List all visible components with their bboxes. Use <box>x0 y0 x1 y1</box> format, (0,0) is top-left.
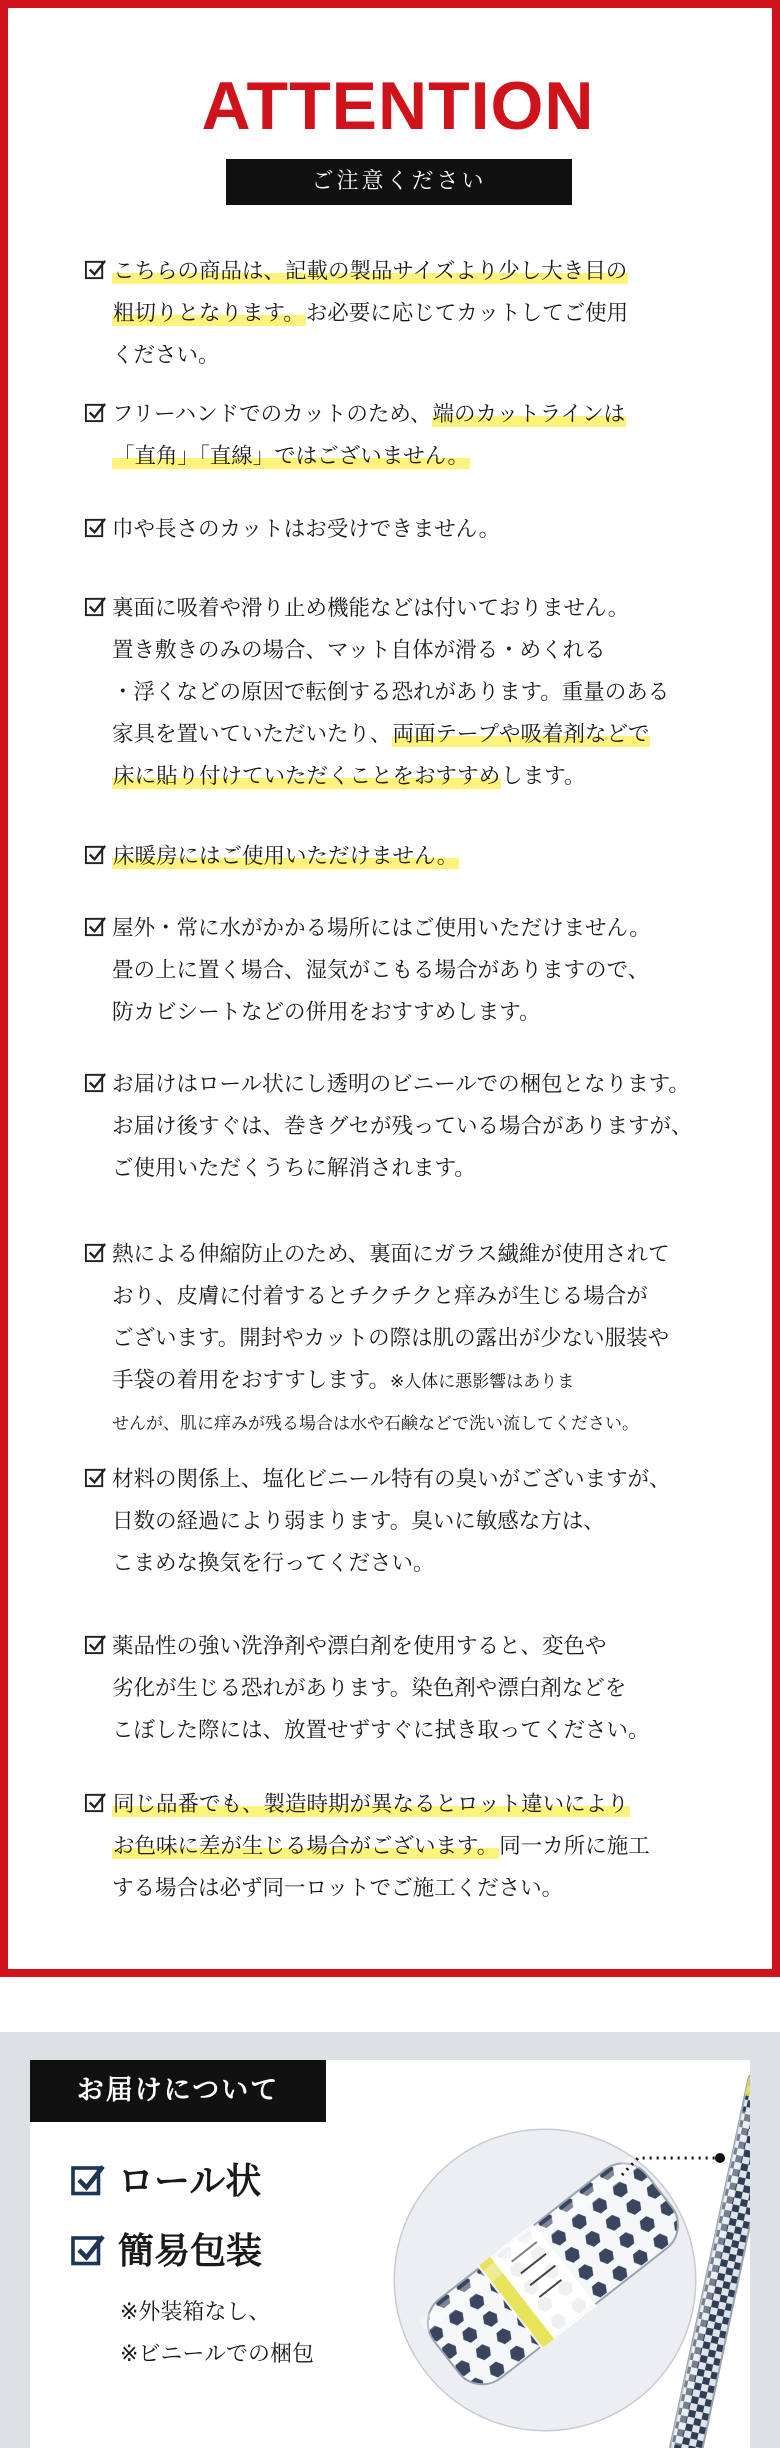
checkbox-icon <box>84 1071 107 1094</box>
notice-item-chemicals: 薬品性の強い洗浄剤や漂白剤を使用すると、変色や 劣化が生じる恐れがあります。染色剤や漂白剤などを こぼした際には、放置せずすぐに拭き取ってください。 <box>84 1626 764 1752</box>
delivery-panel <box>30 2060 750 2448</box>
feature-simple-packaging: 簡易包装 <box>70 2230 262 2274</box>
notice-item-roll-packing: お届けはロール状にし透明のビニールでの梱包となります。 お届け後すぐは、巻きグセが残っている場合がありますが、 ご使用いただくうちに解消されます。 <box>84 1064 764 1190</box>
notice-item-backing: 裏面に吸着や滑り止め機能などは付いておりません。 置き敷きのみの場合、マット自体が滑る・めくれる ・浮くなどの原因で転倒する恐れがあります。重量のある 家具を置いていただいたり、両面テープや吸着剤などで 床に貼り付けていただくことをおすすめします。 <box>84 588 764 798</box>
subtitle-banner: ご注意ください <box>226 159 572 205</box>
feature-roll: ロール状 <box>70 2160 261 2204</box>
note-no-outer-box: ※外装箱なし、 <box>120 2300 271 2325</box>
checkbox-icon <box>84 843 107 866</box>
notice-item-lot: 同じ品番でも、製造時期が異なるとロット違いにより お色味に差が生じる場合がございます。同一カ所に施工 する場合は必ず同一ロットでご施工ください。 <box>84 1784 764 1910</box>
product-roll-image <box>390 2070 750 2448</box>
notice-item-glass-fiber: 熱による伸縮防止のため、裏面にガラス繊維が使用されて おり、皮膚に付着するとチクチクと痒みが生じる場合が ございます。開封やカットの際は肌の露出が少ない服装や 手袋の着用をおすすします。※人体に悪影響はありま せんが、肌に痒みが残る場合は水や石鹸などで洗い流してください。 <box>84 1234 764 1445</box>
notice-item-outdoor: 屋外・常に水がかかる場所にはご使用いただけません。 畳の上に置く場合、湿気がこもる場合がありますので、 防カビシートなどの併用をおすすめします。 <box>84 908 764 1034</box>
checkbox-icon <box>84 401 107 424</box>
checkbox-icon <box>84 1633 107 1656</box>
checkbox-icon <box>84 258 107 281</box>
notice-item-floor-heating: 床暖房にはご使用いただけません。 <box>84 836 764 878</box>
checkbox-icon <box>84 595 107 618</box>
delivery-heading: お届けについて <box>30 2060 326 2122</box>
checkbox-icon <box>84 516 107 539</box>
page-title: ATTENTION <box>201 68 595 144</box>
notice-item-size: こちらの商品は、記載の製品サイズより少し大き目の 粗切りとなります。お必要に応じてカットしてご使用 ください。 <box>84 251 764 377</box>
notice-item-odor: 材料の関係上、塩化ビニール特有の臭いがございますが、 日数の経過により弱まります。臭いに敏感な方は、 こまめな換気を行ってください。 <box>84 1459 764 1585</box>
notice-item-no-custom-cut: 巾や長さのカットはお受けできません。 <box>84 509 764 551</box>
checkbox-icon <box>84 1241 107 1264</box>
checkbox-icon <box>84 1466 107 1489</box>
checkbox-icon <box>84 915 107 938</box>
delivery-section <box>0 2032 780 2448</box>
checkbox-icon <box>70 2162 106 2198</box>
checkbox-icon <box>84 1791 107 1814</box>
notice-item-cut-line: フリーハンドでのカットのため、端のカットラインは 「直角」「直線」ではございません。 <box>84 394 764 478</box>
checkbox-icon <box>70 2232 106 2268</box>
note-vinyl-packing: ※ビニールでの梱包 <box>120 2342 314 2367</box>
